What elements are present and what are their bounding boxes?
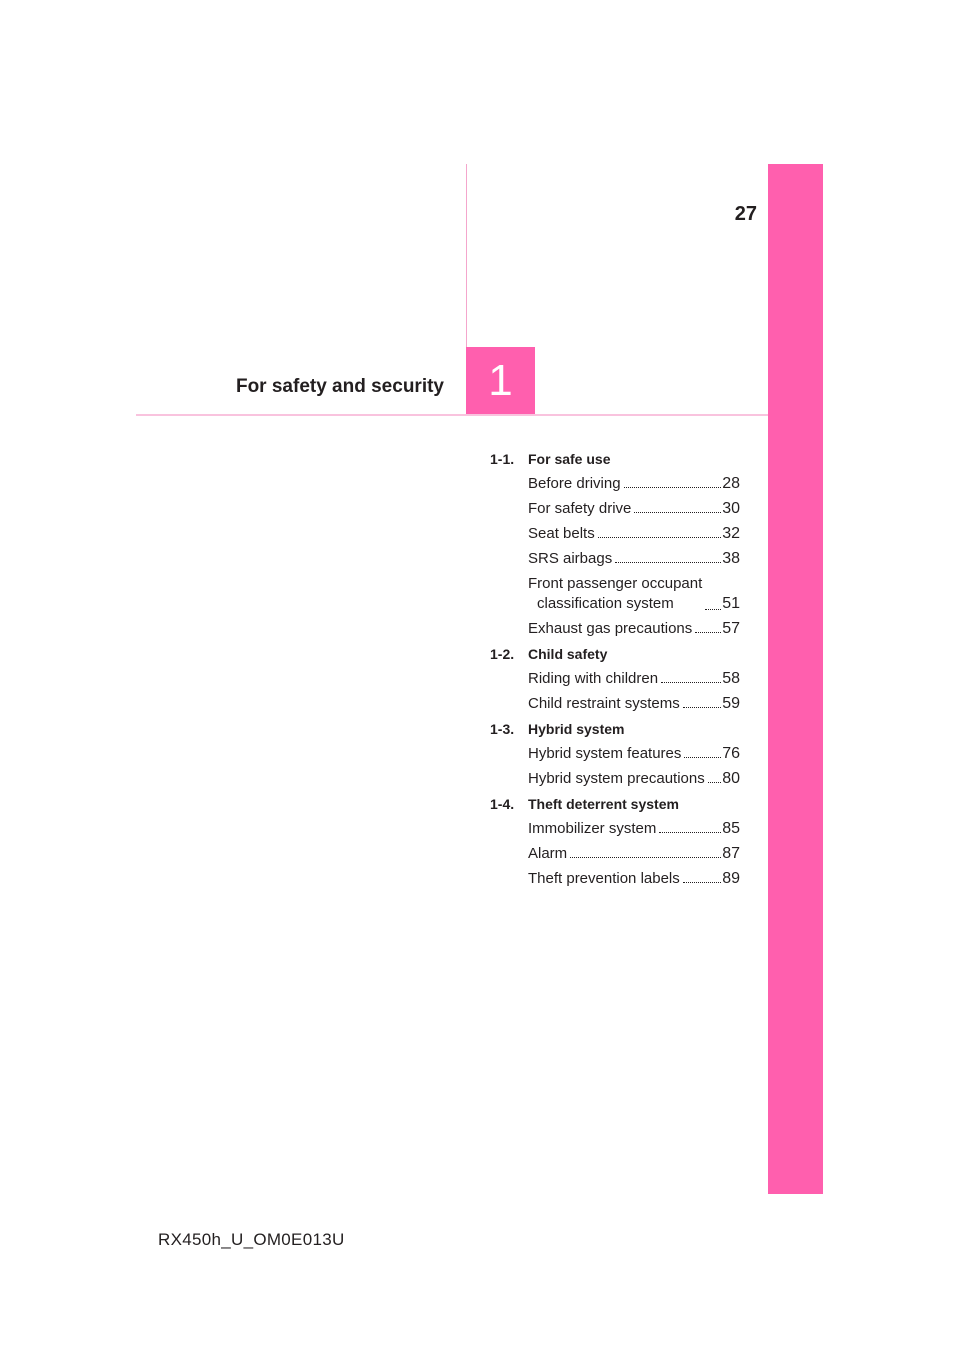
toc-item-srs-airbags[interactable] (528, 549, 740, 569)
toc-section-1-1 (490, 449, 740, 639)
chapter-side-tab (768, 164, 823, 1194)
dot-leader (634, 512, 721, 513)
toc-item-page: 80 (722, 770, 740, 787)
toc-item-page: 58 (722, 670, 740, 687)
toc-item-page: 28 (722, 475, 740, 492)
toc-item-page: 76 (722, 745, 740, 762)
dot-leader (683, 707, 721, 708)
toc-item-page: 30 (722, 500, 740, 517)
toc-item-before-driving[interactable] (528, 474, 740, 494)
toc-section-title: Theft deterrent system (528, 796, 679, 812)
toc-item-page: 57 (722, 620, 740, 637)
toc-item-front-passenger-occupant-classification[interactable] (528, 574, 740, 614)
toc-section-heading (490, 719, 740, 739)
toc-section-title: Child safety (528, 646, 608, 662)
chapter-number-badge: 1 (466, 347, 535, 415)
dot-leader (598, 537, 721, 538)
toc-item-label: Alarm (528, 845, 568, 862)
toc-section-1-2 (490, 644, 740, 714)
toc-item-label (528, 574, 702, 614)
header-divider (136, 414, 768, 416)
toc-item-label: Immobilizer system (528, 820, 657, 837)
toc-item-seat-belts[interactable] (528, 524, 740, 544)
page-number: 27 (734, 203, 757, 225)
toc-section-title: For safe use (528, 451, 611, 467)
footer-model-code: RX450h_U_OM0E013U (158, 1230, 345, 1249)
dot-leader (624, 487, 722, 488)
toc-section-number: 1-1. (490, 451, 515, 467)
toc-section-1-3 (490, 719, 740, 789)
toc-section-1-4 (490, 794, 740, 889)
toc-item-theft-prevention-labels[interactable] (528, 869, 740, 889)
dot-leader (661, 682, 721, 683)
toc-section-heading (490, 449, 740, 469)
toc-item-label: Theft prevention labels (528, 870, 680, 887)
toc-item-label: Exhaust gas precautions (528, 620, 693, 637)
toc-item-label-line1: Front passenger occupant (528, 575, 703, 592)
toc-item-page: 59 (722, 695, 740, 712)
dot-leader (705, 609, 721, 610)
table-of-contents (490, 449, 740, 894)
toc-section-number: 1-3. (490, 721, 515, 737)
vertical-divider (466, 164, 467, 348)
toc-section-number: 1-2. (490, 646, 515, 662)
toc-item-hybrid-system-precautions[interactable] (528, 769, 740, 789)
toc-item-page: 32 (722, 525, 740, 542)
dot-leader (708, 782, 721, 783)
toc-item-label: Riding with children (528, 670, 659, 687)
toc-item-label: Child restraint systems (528, 695, 680, 712)
toc-item-label: SRS airbags (528, 550, 613, 567)
toc-item-riding-with-children[interactable] (528, 669, 740, 689)
dot-leader (615, 562, 721, 563)
dot-leader (683, 882, 721, 883)
toc-item-exhaust-gas-precautions[interactable] (528, 619, 740, 639)
toc-item-label-line2: classification system (537, 595, 674, 612)
chapter-title: For safety and security (235, 376, 444, 397)
toc-item-label: Before driving (528, 475, 621, 492)
toc-item-child-restraint-systems[interactable] (528, 694, 740, 714)
toc-item-page: 38 (722, 550, 740, 567)
toc-item-label: For safety drive (528, 500, 632, 517)
dot-leader (684, 757, 721, 758)
toc-section-number: 1-4. (490, 796, 515, 812)
toc-section-heading (490, 794, 740, 814)
toc-item-label: Seat belts (528, 525, 595, 542)
toc-item-immobilizer-system[interactable] (528, 819, 740, 839)
toc-item-for-safety-drive[interactable] (528, 499, 740, 519)
dot-leader (695, 632, 721, 633)
toc-item-page: 51 (722, 595, 740, 612)
toc-item-page: 87 (722, 845, 740, 862)
toc-item-label: Hybrid system precautions (528, 770, 705, 787)
toc-section-title: Hybrid system (528, 721, 625, 737)
toc-item-hybrid-system-features[interactable] (528, 744, 740, 764)
toc-item-alarm[interactable] (528, 844, 740, 864)
toc-item-page: 89 (722, 870, 740, 887)
toc-item-page: 85 (722, 820, 740, 837)
dot-leader (570, 857, 721, 858)
toc-item-label: Hybrid system features (528, 745, 682, 762)
toc-section-heading (490, 644, 740, 664)
dot-leader (659, 832, 721, 833)
